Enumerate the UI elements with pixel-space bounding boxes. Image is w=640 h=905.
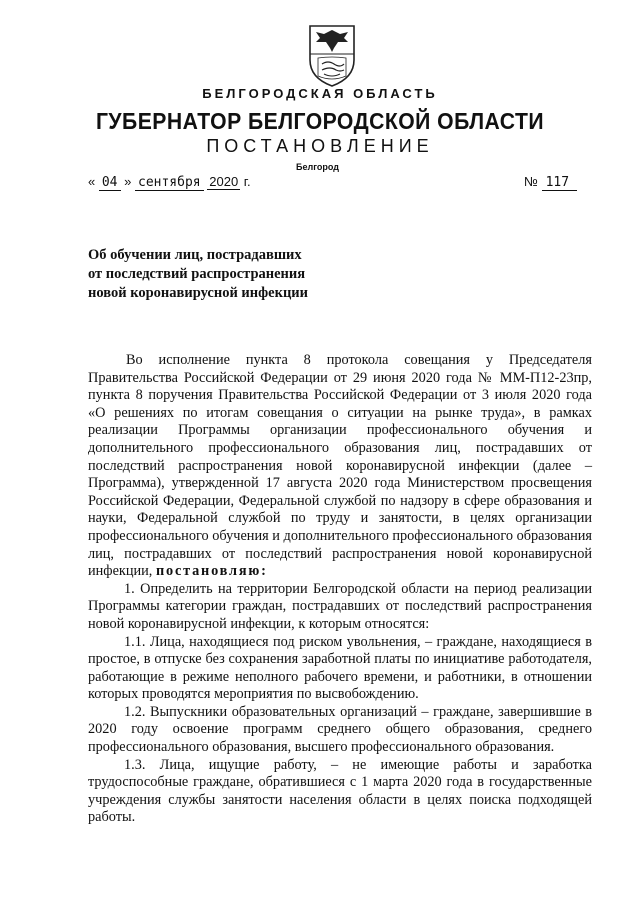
- title-line: Об обучении лиц, пострадавших: [88, 247, 302, 263]
- date-year: 2020: [209, 174, 239, 189]
- city-name: Белгород: [296, 162, 339, 172]
- resolution-word: постановляю:: [155, 563, 268, 580]
- date-month: сентября: [135, 175, 204, 191]
- clause-1-3: 1.3. Лица, ищущие работу, – не имеющие работы и заработка трудоспособные граждане, обратившиеся с 1 марта 2020 года в государственные учреждения службы занятости населения области в целях поиска подходящей работы.: [88, 756, 592, 826]
- clause-1-2: 1.2. Выпускники образовательных организаций – граждане, завершившие в 2020 году освоение программ среднего общего образования, среднего профессионального образования, высшего профессионального образования.: [88, 703, 592, 756]
- governor-title: ГУБЕРНАТОР БЕЛГОРОДСКОЙ ОБЛАСТИ: [95, 108, 545, 134]
- date-open-quote: «: [88, 174, 96, 189]
- coat-of-arms-icon: [304, 18, 360, 88]
- date-year-suffix: г.: [243, 174, 251, 189]
- clause-1-1: 1.1. Лица, находящиеся под риском увольнения, – граждане, находящиеся в простое, в отпуске без сохранения заработной платы по инициативе работодателя, работающие в режиме неполного рабочего времени, и работники, в отношении которых проводятся мероприятия по высвобождению.: [88, 633, 592, 703]
- number-label: №: [524, 174, 538, 189]
- title-line: новой коронавирусной инфекции: [88, 285, 309, 301]
- date-close-quote: »: [124, 174, 132, 189]
- document-title: [88, 246, 348, 303]
- preamble-paragraph: [88, 352, 592, 581]
- document-type: ПОСТАНОВЛЕНИЕ: [206, 136, 434, 156]
- document-date: [88, 174, 251, 190]
- title-line: от последствий распространения: [88, 266, 306, 282]
- region-name: БЕЛГОРОДСКАЯ ОБЛАСТЬ: [202, 86, 438, 101]
- date-day: 04: [99, 175, 121, 191]
- document-body: [88, 352, 592, 827]
- document-number: [524, 174, 577, 190]
- preamble-text: Во исполнение пункта 8 протокола совещания у Председателя Правительства Российской Федерации от 29 июня 2020 года № ММ-П12-23пр, пункта 8 поручения Правительства Российской Федерации от 3 июля 2020 года «О решениях по итогам совещания о ситуации на рынке труда», в рамках реализации Программы организации профессионального обучения и дополнительного профессионального образования лиц, пострадавших от последствий распространения новой коронавирусной инфекции (далее – Программа), утвержденной 17 августа 2020 года Министерством просвещения Российской Федерации, Федеральной службой по надзору в сфере образования и науки, Федеральной службой по труду и занятости, в целях организации профессионального обучения и дополнительного профессионального образования лиц, пострадавших от последствий распространения новой коронавирусной инфекции,: [88, 352, 592, 580]
- clause-1: 1. Определить на территории Белгородской области на период реализации Программы категории граждан, пострадавших от последствий распространения новой коронавирусной инфекции, к которым относятся:: [88, 580, 592, 632]
- number-value: 117: [542, 175, 577, 191]
